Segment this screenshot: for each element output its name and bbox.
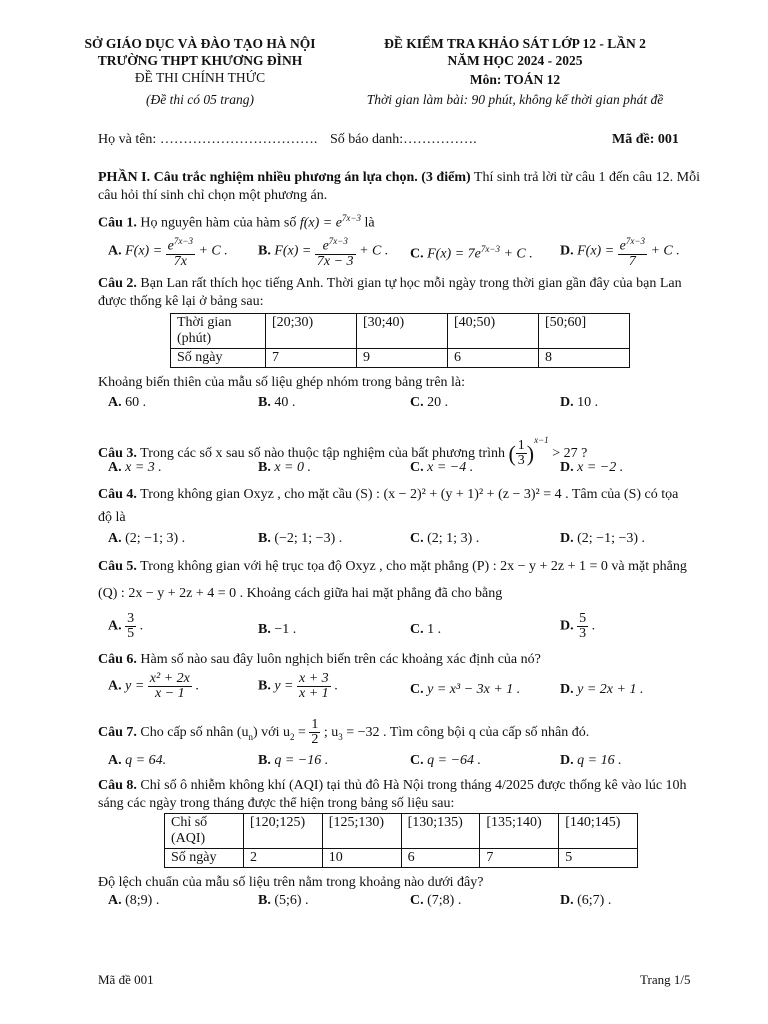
table-header-cell: Chỉ số (AQI) [165,814,244,849]
option-letter: B. [258,395,271,410]
question-2-ask: Khoảng biến thiên của mẫu số liệu ghép nhóm trong bảng trên là: [98,375,466,390]
question-text: Cho cấp số nhân (u [136,725,249,740]
option-text: y = 2x + 1 . [573,682,644,697]
question-label: Câu 5. [98,559,137,574]
table-cell: 6 [448,349,539,368]
option-text: x = 0 . [270,460,312,475]
table-cell: 7 [266,349,357,368]
q6-option-b[interactable] [258,672,338,701]
option-text: . [588,618,596,634]
math-expr: + C . [359,243,389,259]
option-text: . [136,618,144,634]
question-label: Câu 2. [98,276,137,291]
question-text: Bạn Lan rất thích học tiếng Anh. Thời gian tự học mỗi ngày trong thời gian gần đây của bạn Lan [136,276,682,291]
fraction: $\frac{x + 3}{x + 1}$ [299,671,329,701]
q1-option-b[interactable] [258,234,388,269]
q6-option-c[interactable] [410,682,520,698]
option-letter: D. [560,460,574,475]
option-letter: A. [108,243,122,259]
question-label: Câu 8. [98,778,137,793]
option-text: . [191,678,199,694]
table-row [165,814,638,849]
math-expr: ; u [320,725,339,740]
question-label: Câu 1. [98,215,137,231]
option-text: (6;7) . [573,893,612,908]
option-letter: A. [108,531,122,546]
fraction: $\frac{3}{5}$ [127,611,135,641]
table-cell: [20;30) [266,314,357,349]
option-letter: D. [560,243,574,259]
q3-option-d[interactable] [560,460,623,476]
math-expr: + C . [198,243,228,259]
fraction: $\frac{5}{3}$ [579,611,587,641]
question-2 [98,276,704,292]
q4-option-b[interactable] [258,531,342,547]
option-text: x = −4 . [423,460,474,475]
q2-option-d[interactable] [560,395,598,411]
fraction: $\frac{1}{2}$ [311,717,319,748]
option-letter: C. [410,460,424,475]
option-text: q = −16 . [270,753,329,768]
math-expr: F(x) = 7e [427,246,481,262]
fraction: $\frac{e^{7x-3}}{7x - 3}$ [316,236,354,269]
math-expr: > 27 ? [548,446,588,461]
q2-option-b[interactable] [258,395,295,411]
option-text: q = −64 . [423,753,482,768]
q4-option-d[interactable] [560,531,645,547]
question-text: là [361,215,375,231]
table-cell: [50;60] [539,314,630,349]
option-text: 60 . [121,395,147,410]
school-year: NĂM HỌC 2024 - 2025 [447,53,583,68]
question-text: Hàm số nào sau đây luôn nghịch biến trên các khoảng xác định của nó? [136,652,541,667]
option-letter: C. [410,395,424,410]
option-text: x = −2 . [573,460,624,475]
option-letter: A. [108,893,122,908]
q1-option-d[interactable] [560,234,680,269]
q2-option-a[interactable] [108,395,146,411]
option-letter: A. [108,395,122,410]
page-count-note: (Đề thi có 05 trang) [146,92,254,107]
question-text: Chỉ số ô nhiễm không khí (AQI) tại thủ đô Hà Nội trong tháng 4/2025 được thống kê vào lúc 10h [136,778,687,793]
q3-option-b[interactable] [258,460,311,476]
question-text: Trong không gian Oxyz , cho mặt cầu (S) : (x − 2)² + (y + 1)² + (z − 3)² = 4 . Tâm của (S) có tọa [136,487,679,502]
table-cell: 10 [322,849,401,868]
option-text: (2; 1; 3) . [423,531,480,546]
math-expr: y = [274,678,294,694]
math-expr: F(x) = [577,243,615,259]
q1-option-a[interactable] [108,234,228,269]
table-cell: 9 [357,349,448,368]
option-letter: A. [108,460,122,475]
table-row [171,314,630,349]
question-5 [98,559,704,575]
q3-option-a[interactable] [108,460,162,476]
q5-option-c[interactable] [410,622,441,638]
question-8-ask: Độ lệch chuẩn của mẫu số liệu trên nằm trong khoảng nào dưới đây? [98,875,484,890]
option-text: −1 . [270,622,297,637]
q8-option-a[interactable] [108,893,159,909]
math-sub: n [248,731,253,742]
option-text: (2; −1; −3) . [573,531,646,546]
part1-heading [98,170,704,186]
q6-option-d[interactable] [560,682,643,698]
math-expr: = [294,725,310,740]
exam-code: Mã đề: 001 [612,132,679,147]
option-text: . [330,678,338,694]
option-text: 10 . [573,395,599,410]
fraction: $\frac{e^{7x-3}}{7}$ [619,236,645,269]
table-cell: [135;140) [480,814,559,849]
table-cell: 2 [244,849,323,868]
q7-option-c[interactable] [410,753,481,769]
question-text: Trong các số x sau số nào thuộc tập nghiệm của bất phương trình [136,446,509,461]
option-letter: B. [258,531,271,546]
option-letter: D. [560,395,574,410]
exam-title: ĐỀ KIỂM TRA KHẢO SÁT LỚP 12 - LẦN 2 [384,36,646,51]
table-cell: 8 [539,349,630,368]
question-4-cont: độ là [98,510,126,525]
option-letter: D. [560,753,574,768]
student-name-field: Họ và tên: ……………………………. [98,132,318,147]
q8-option-d[interactable] [560,893,611,909]
question-7 [98,718,704,752]
question-5-cont: (Q) : 2x − y + 2z + 4 = 0 . Khoảng cách giữa hai mặt phẳng đã cho bằng [98,586,503,601]
table-cell: [30;40) [357,314,448,349]
footer-exam-code: Mã đề 001 [98,972,154,987]
option-letter: C. [410,622,424,637]
question-text: ) với u [253,725,290,740]
q5-option-d[interactable] [560,612,595,641]
math-expr: f(x) = e [299,215,342,231]
math-exp: 7x−3 [341,213,361,223]
option-text: (5;6) . [270,893,309,908]
math-exp: x−1 [534,435,549,445]
option-letter: D. [560,618,574,634]
q7-option-d[interactable] [560,753,622,769]
question-2-cont: được thống kê lại ở bảng sau: [98,294,264,309]
footer-page-number: Trang 1/5 [640,972,691,987]
table-cell: [140;145) [559,814,638,849]
table-row [165,849,638,868]
part1-instruction: Thí sinh trả lời từ câu 1 đến câu 12. Mỗi [470,170,701,185]
math-expr: + C . [499,246,533,262]
aqi-table [164,813,638,868]
table-header-cell: Số ngày [171,349,266,368]
option-text: q = 16 . [573,753,622,768]
option-letter: B. [258,753,271,768]
time-limit: Thời gian làm bài: 90 phút, không kể thời gian phát đề [366,92,664,107]
q4-option-a[interactable] [108,531,185,547]
q3-option-c[interactable] [410,460,473,476]
question-text: Trong không gian với hệ trục tọa độ Oxyz , cho mặt phẳng (P) : 2x − y + 2z + 1 = 0 và mặt phẳng [136,559,687,574]
option-letter: C. [410,893,424,908]
option-letter: B. [258,622,271,637]
q7-option-a[interactable] [108,753,166,769]
question-8-cont: sáng các ngày trong tháng được thể hiện trong bảng số liệu sau: [98,796,455,811]
option-letter: A. [108,753,122,768]
question-8 [98,778,704,794]
question-3: Câu 3. Trong các số x sau số nào thuộc tập nghiệm của bất phương trình ( $\frac{1}{3}$ )$^{x-1}$ > 27 ? [98,435,588,469]
table-row [171,349,630,368]
option-text: 40 . [270,395,296,410]
option-letter: B. [258,893,271,908]
question-text: = −32 . Tìm công bội q của cấp số nhân đó. [342,725,590,740]
option-letter: C. [410,753,424,768]
option-text: (2; −1; 3) . [121,531,186,546]
math-expr: + C . [650,243,680,259]
math-expr: F(x) = [274,243,312,259]
math-sub: 3 [338,731,343,742]
option-text: 1 . [423,622,442,637]
option-letter: C. [410,682,424,697]
math-exp: 7x−3 [480,244,500,254]
math-expr: y = [125,678,145,694]
option-letter: D. [560,531,574,546]
department-name: SỞ GIÁO DỤC VÀ ĐÀO TẠO HÀ NỘI [84,36,316,51]
table-cell: 6 [401,849,480,868]
q8-option-c[interactable] [410,893,461,909]
part1-title: PHẦN I. Câu trắc nghiệm nhiều phương án lựa chọn. (3 điểm) [98,170,471,185]
option-letter: A. [108,678,122,694]
school-name: TRƯỜNG THPT KHƯƠNG ĐÌNH [97,53,303,68]
table-cell: [120;125) [244,814,323,849]
question-6 [98,652,704,668]
option-text: y = x³ − 3x + 1 . [423,682,521,697]
table-cell: [125;130) [322,814,401,849]
question-label: Câu 7. [98,725,137,740]
option-letter: D. [560,893,574,908]
question-1 [98,210,704,232]
part1-instruction-cont: câu hỏi thí sinh chỉ chọn một phương án. [98,188,328,203]
q8-option-b[interactable] [258,893,309,909]
option-text: 20 . [423,395,449,410]
question-label: Câu 4. [98,487,137,502]
q2-option-c[interactable] [410,395,448,411]
fraction: $\frac{1}{3}$ [517,438,525,469]
option-letter: D. [560,682,574,697]
fraction: $\frac{\text{x² + 2x}}{x - 1}$ [149,671,190,701]
q5-option-a[interactable] [108,612,143,641]
option-text: (7;8) . [423,893,462,908]
table-cell: 5 [559,849,638,868]
study-time-table [170,313,630,368]
option-letter: B. [258,243,271,259]
q5-option-b[interactable] [258,622,296,638]
official-exam-label: ĐỀ THI CHÍNH THỨC [134,70,266,85]
question-label: Câu 6. [98,652,137,667]
option-text: x = 3 . [121,460,162,475]
option-text: (−2; 1; −3) . [270,531,343,546]
subject: Môn: TOÁN 12 [469,72,561,87]
q6-option-a[interactable] [108,672,199,701]
student-id-field: Số báo danh:……………. [330,132,477,147]
q1-option-c[interactable] [410,244,533,263]
table-cell: [130;135) [401,814,480,849]
q7-option-b[interactable] [258,753,328,769]
fraction: $\frac{e^{7x-3}}{7x}$ [167,236,193,269]
option-letter: B. [258,678,271,694]
math-expr: F(x) = [125,243,163,259]
option-text: q = 64. [121,753,167,768]
math-sub: 2 [289,731,295,742]
option-text: (8;9) . [121,893,160,908]
option-letter: C. [410,246,424,262]
question-4 [98,487,704,503]
option-letter: C. [410,531,424,546]
table-header-cell: Thời gian (phút) [171,314,266,349]
table-header-cell: Số ngày [165,849,244,868]
q4-option-c[interactable] [410,531,479,547]
table-cell: 7 [480,849,559,868]
option-letter: A. [108,618,122,634]
table-cell: [40;50) [448,314,539,349]
question-text: Họ nguyên hàm của hàm số [136,215,300,231]
option-letter: B. [258,460,271,475]
question-label: Câu 3. [98,446,137,461]
